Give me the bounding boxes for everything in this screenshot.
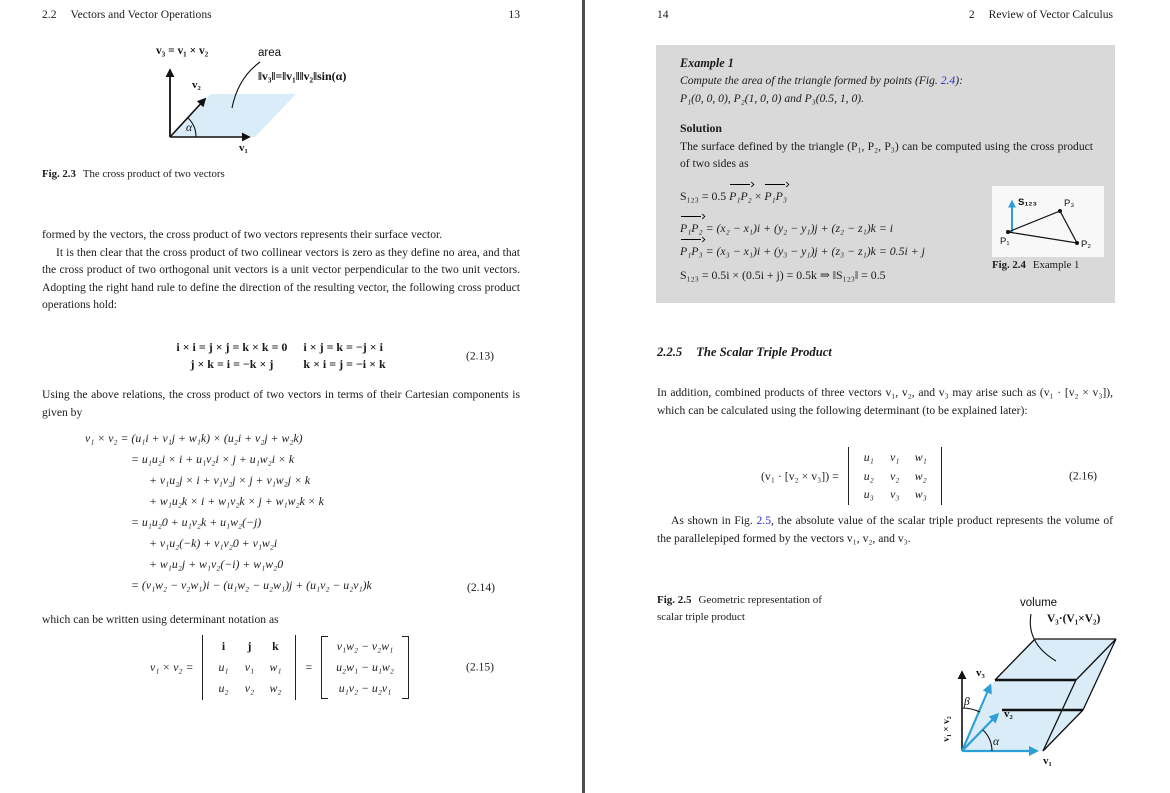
example-prompt-points: P₁(0, 0, 0), P₂(1, 0, 0) and P₃(0.5, 1, 0). [680,91,865,105]
fig24-caption-tag: Fig. 2.4 [992,259,1026,271]
example-prompt [680,72,1095,90]
left-section-number: 2.2 [42,8,57,21]
fig23-area-label: area [258,47,282,59]
fig25-volume-formula: V₃·(V₁×V₂) [1047,613,1101,625]
beta-arc [962,708,980,712]
eq213-row2-left: j × k = i = −k × j [190,356,274,371]
det-cell: v₂ [890,468,900,483]
fig-2-3-cross-product-diagram [138,40,468,175]
fig25-v2-label: v₂ [1004,708,1013,720]
fig23-v2-label: v₂ [192,79,201,91]
eq214-line-6: + v₁u₂(−k) + v₁v₂0 + v₁w₂i [149,536,278,550]
eq215-equals: = [305,659,313,674]
fig25-v1-label: v₁ [1043,755,1052,767]
eq-result: S₁₂₃ = 0.5i × (0.5i + j) = 0.5k ⇒ ‖S₁₂₃‖ = 0.5 [680,267,886,282]
fig-2-5-caption [657,592,825,625]
example-1-box [656,45,1115,303]
paragraph-using-relations: Using the above relations, the cross product of two vectors in terms of their Cartesian components is given by [42,388,520,419]
fig23-alpha-label: α [186,122,193,134]
vector-p1p3: P₁P₃ [680,240,703,264]
det-cell: v₂ [244,680,255,695]
fig25-alpha-label: α [993,736,1000,748]
fig23-v1-label: v₁ [239,142,248,154]
vector-p1p3: P₁P₃ [764,185,787,207]
fig24-p3-label: P₃ [1064,198,1075,209]
fig25-axis-label: v₁ × v₂ [942,716,952,742]
paragraph-determinant-notation: which can be written using determinant notation as [42,613,279,626]
right-page-number: 14 [657,8,669,21]
example-title: Example 1 [680,56,734,70]
det-cell: j [247,638,252,653]
solution-heading: Solution [680,121,722,135]
fig-2-4-triangle-diagram [992,186,1104,257]
fig-2-5-parallelepiped-diagram [850,588,1170,793]
eq214-line-1: v₁ × v₂ = (u₁i + v₁j + w₁k) × (u₂i + v₂j + w₂k) [85,431,303,445]
equation-2-13 [42,339,520,372]
equation-2-15 [42,633,520,701]
fig25-caption-text: Geometric representation of scalar triple product [657,594,822,623]
fig-2-4-inset [992,186,1104,257]
fig23-area-formula: ‖v₃‖=‖v₁‖‖v₂‖sin(α) [258,69,347,83]
fig25-volume-label: volume [1020,597,1058,609]
section-heading-2-2-5 [657,345,832,360]
fig23-caption-text: The cross product of two vectors [82,168,225,180]
fig24-caption-text: Example 1 [1032,259,1080,271]
page-divider [582,0,585,793]
fig24-p2-label: P₂ [1081,239,1092,250]
eq213-row1-right: i × j = k = −j × i [303,340,383,354]
paragraph-collinear: It is then clear that the cross product of two collinear vectors is zero as they define no area, and that the cross product of two orthogonal unit vectors is a unit vector perpendicular to the two unit vectors. Adopting the right hand rule to define the direction of the resulting vector, the following cross product operations hold: [42,245,520,311]
paragraph-volume [657,512,1113,547]
matrix-row: u₁v₂ − u₂v₁ [338,680,392,695]
left-section-title: Vectors and Vector Operations [70,8,212,21]
prompt-post: ): [955,74,963,87]
eq214-line-3: + v₁u₂j × i + v₁v₂j × j + v₁w₂j × k [149,473,311,487]
fig23-axis-label: v₃ = v₁ × v₂ [156,45,209,57]
equation-2-14 [85,428,520,596]
eq216-number: (2.16) [1068,469,1097,483]
eq-p1p3-rest: = (x₃ − x₁)i + (y₃ − y₁)j + (z₃ − z₁)k = 0.5i + j [702,244,925,258]
p3-vertex-dot [1058,209,1062,213]
fig24-p1-label: P₁ [1000,236,1010,247]
matrix-row: v₁w₂ − v₂w₁ [336,638,394,653]
eq214-line-4: + w₁u₂k × i + w₁v₂k × j + w₁w₂k × k [149,494,324,508]
eq213-number: (2.13) [465,349,494,362]
right-chapter-title: Review of Vector Calculus [988,8,1113,21]
det-cell: k [272,638,279,653]
left-page-header [42,8,520,21]
eq213-row2-right: k × i = j = −i × k [303,356,386,371]
right-chapter-number: 2 [968,8,975,21]
eq-surface-pre: S₁₂₃ = 0.5 [680,188,730,203]
paragraph-scalar-triple: In addition, combined products of three vectors v₁, v₂, and v₃ may arise such as (v₁ · [v₂ × v₃]), which can be calculated using the following determinant (to be explained later): [657,386,1113,417]
eq215-matrix [321,636,409,699]
p1-vertex-dot [1006,230,1010,234]
equation-2-16 [657,447,1113,505]
det-cell: w₁ [269,659,282,674]
fig23-caption-tag: Fig. 2.3 [42,168,76,180]
bracket-right [402,636,409,699]
paragraph-surface-vector: formed by the vectors, the cross product of two vectors represents their surface vector. [42,228,443,241]
fig25-caption-tag: Fig. 2.5 [657,594,692,606]
eq216-determinant [848,447,942,505]
det-cell: w₂ [914,468,927,483]
eq214-line-8: = (v₁w₂ − v₂w₁)i − (u₁w₂ − u₂w₁)j + (u₁v₂ − u₂v₁)k [131,578,372,592]
fig25-beta-label: β [964,696,970,708]
eq-surface-times: × [751,188,765,203]
vector-p1p2: P₁P₂ [680,217,703,241]
eq214-line-7: + w₁u₂j + w₁v₂(−i) + w₁w₂0 [149,557,284,571]
matrix-row: u₂w₁ − u₁w₂ [336,659,394,674]
eq214-line-5: = u₁u₂0 + u₁v₂k + u₁w₂(−j) [131,515,262,529]
eq215-determinant [202,635,296,700]
section-number: 2.2.5 [657,345,683,359]
triangle-outline [1008,211,1077,243]
left-page-number: 13 [508,8,520,21]
p2-vertex-dot [1075,241,1079,245]
eq213-row1-left: i × i = j × j = k × k = 0 [176,340,288,354]
det-cell: w₁ [914,450,927,465]
eq215-number: (2.15) [465,660,494,674]
det-cell: v₃ [890,487,900,502]
eq215-lhs: v₁ × v₂ = [150,659,194,674]
bracket-left [321,636,328,699]
solution-text: The surface defined by the triangle (P₁, P₂, P₃) can be computed using the cross product of two sides as [680,139,1093,170]
det-cell: w₃ [914,487,927,502]
volume-post: , the absolute value of the scalar triple product represents the volume of the parallelepiped formed by the vectors v₁, v₂, and v₃. [657,514,1113,545]
right-page-header [657,8,1113,21]
det-cell: w₂ [269,680,282,695]
fig-2-3-caption [42,167,402,181]
left-text-column [42,226,520,314]
prompt-pre: Compute the area of the triangle formed by points (Fig. [680,74,941,87]
eq-p1p2-rest: = (x₂ − x₁)i + (y₂ − y₁)j + (z₂ − z₁)k = i [702,220,894,235]
det-cell: u₂ [218,680,229,695]
eq214-line-2: = u₁u₂i × i + u₁v₂i × j + u₁w₂i × k [131,452,295,466]
eq214-number: (2.14) [466,581,495,594]
fig24-s-label: S₁₂₃ [1018,197,1037,208]
det-cell: u₁ [218,659,229,674]
fig-2-4-caption [992,258,1132,272]
det-cell: v₁ [244,659,255,674]
fig-2-4-reference-link[interactable]: 2.4 [940,74,956,87]
det-cell: i [221,638,226,653]
det-cell: u₃ [863,487,874,502]
det-cell: u₂ [863,468,874,483]
vector-p1p2: P₁P₂ [729,185,752,207]
fig25-v3-label: v₃ [976,667,985,679]
section-title: The Scalar Triple Product [696,345,832,359]
fig-2-5-reference-link[interactable]: 2.5 [756,514,771,527]
det-cell: v₁ [890,450,900,465]
eq216-lhs: (v₁ · [v₂ × v₃]) = [761,468,839,483]
volume-pre: As shown in Fig. [671,514,757,527]
det-cell: u₁ [863,450,874,465]
